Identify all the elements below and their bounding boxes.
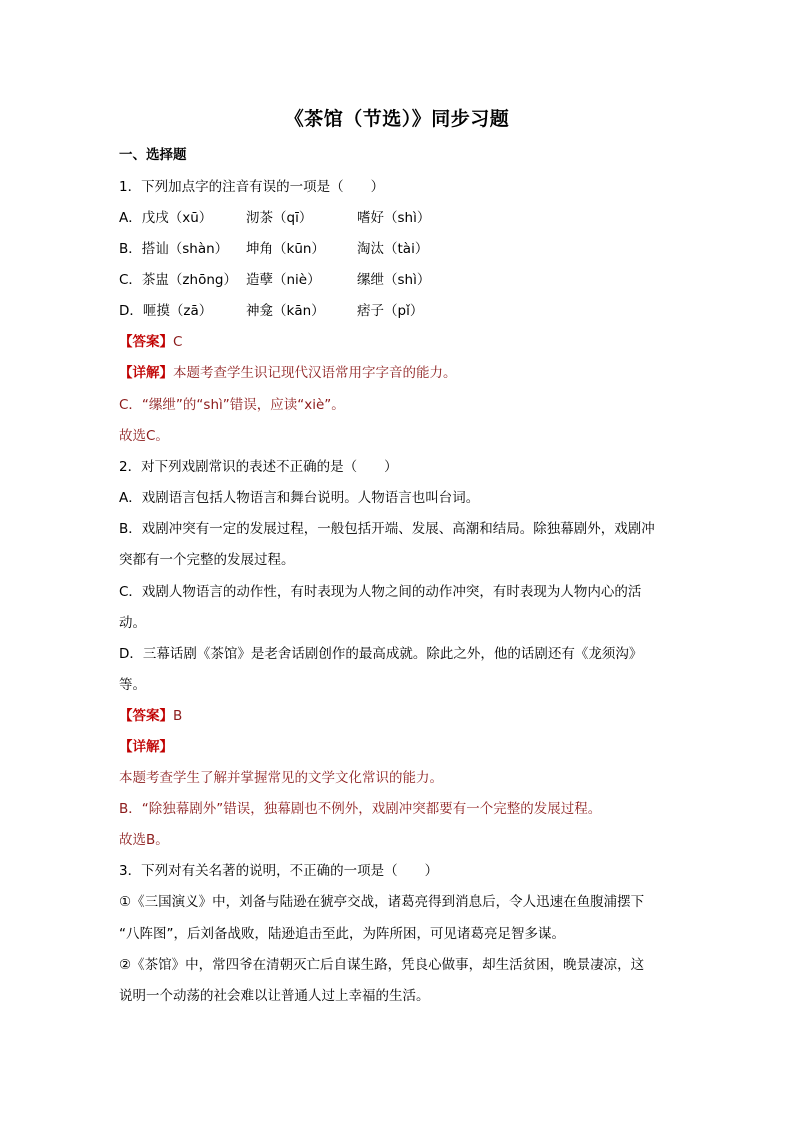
question-2-stem: 2．对下列戏剧常识的表述不正确的是（ ）: [119, 459, 398, 475]
q2-option-a: A．戏剧语言包括人物语言和舞台说明。人物语言也叫台词。: [119, 490, 480, 506]
q3-item-2-line2: 说明一个动荡的社会难以让普通人过上幸福的生活。: [119, 988, 430, 1004]
page-title: 《茶馆（节选）》同步习题: [284, 108, 510, 130]
q1-answer: [119, 333, 182, 351]
q1-option-d-2: 神龛（kān）: [246, 303, 325, 319]
q1-option-c-3: 缧绁（shì）: [357, 272, 431, 288]
answer-value: B: [173, 708, 183, 724]
q1-detail: [119, 364, 457, 382]
q1-option-c-2: 造孽（niè）: [246, 272, 321, 288]
q2-option-b-line1: B．戏剧冲突有一定的发展过程，一般包括开端、发展、高潮和结局。除独幕剧外，戏剧冲: [119, 521, 655, 537]
q3-item-2-line1: ②《茶馆》中，常四爷在清朝灭亡后自谋生路，凭良心做事，却生活贫困，晚景凄凉，这: [119, 957, 645, 973]
q1-option-d-1: D．咂摸（zā）: [119, 303, 213, 319]
detail-text: 本题考查学生识记现代汉语常用字字音的能力。: [173, 365, 457, 381]
q1-option-a-1: A．戊戌（xū）: [119, 210, 213, 226]
answer-value: C: [173, 334, 183, 350]
question-1-stem: 1．下列加点字的注音有误的一项是（ ）: [119, 179, 385, 195]
answer-tag: 【答案】: [119, 334, 173, 350]
q1-option-b-2: 坤角（kūn）: [246, 241, 325, 257]
q3-item-1-line2: “八阵图”，后刘备战败，陆逊追击至此，为阵所困，可见诸葛亮足智多谋。: [119, 926, 565, 942]
q1-option-d-3: 痞子（pǐ）: [357, 303, 424, 319]
q1-explanation: C．“缧绁”的“shì”错误，应读“xiè”。: [119, 397, 345, 413]
q1-option-b-1: B．搭讪（shàn）: [119, 241, 229, 257]
q2-conclusion: 故选B。: [119, 832, 169, 848]
q1-option-c-1: C．茶盅（zhōng）: [119, 272, 237, 288]
detail-tag: 【详解】: [119, 365, 173, 381]
q3-item-1-line1: ①《三国演义》中，刘备与陆逊在猇亭交战，诸葛亮得到消息后，令人迅速在鱼腹浦摆下: [119, 894, 645, 910]
q1-conclusion: 故选C。: [119, 428, 169, 444]
q2-answer: [119, 707, 182, 725]
q2-option-b-line2: 突都有一个完整的发展过程。: [119, 552, 295, 568]
q2-option-d-line1: D．三幕话剧《茶馆》是老舍话剧创作的最高成就。除此之外，他的话剧还有《龙须沟》: [119, 646, 643, 662]
q2-detail-text: 本题考查学生了解并掌握常见的文学文化常识的能力。: [119, 770, 443, 786]
q1-option-a-3: 嗜好（shì）: [357, 210, 431, 226]
q2-option-c-line1: C．戏剧人物语言的动作性，有时表现为人物之间的动作冲突，有时表现为人物内心的活: [119, 584, 642, 600]
q1-option-b-3: 淘汰（tài）: [357, 241, 429, 257]
q2-explanation: B．“除独幕剧外”错误，独幕剧也不例外，戏剧冲突都要有一个完整的发展过程。: [119, 801, 602, 817]
q1-option-a-2: 沏茶（qī）: [246, 210, 313, 226]
answer-tag: 【答案】: [119, 708, 173, 724]
question-3-stem: 3．下列对有关名著的说明，不正确的一项是（ ）: [119, 863, 439, 879]
q2-option-d-line2: 等。: [119, 677, 146, 693]
section-heading: 一、选择题: [119, 147, 187, 163]
q2-detail-tag: 【详解】: [119, 739, 173, 755]
q2-option-c-line2: 动。: [119, 615, 146, 631]
